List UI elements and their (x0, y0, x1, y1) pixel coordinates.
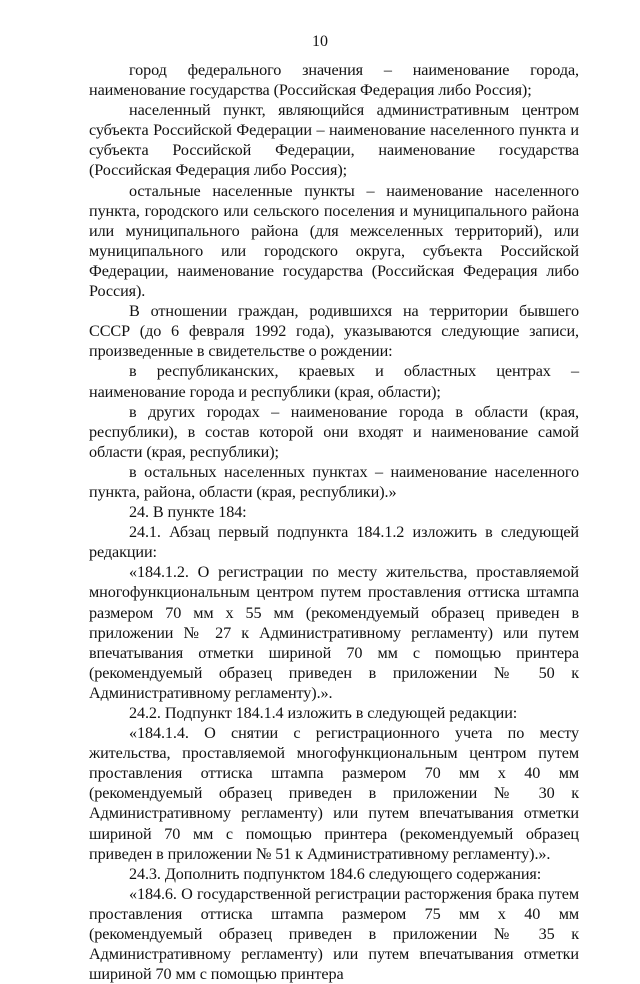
paragraph-item-24-3: 24.3. Дополнить подпунктом 184.6 следующего содержания: (129, 864, 542, 883)
paragraph-republic-centers: в республиканских, краевых и областных центрах – наименование города и республики (края, области); (89, 362, 579, 401)
paragraph-remaining-settlements: в остальных населенных пунктах – наименование населенного пункта, района, области (края, республики).» (89, 462, 579, 501)
paragraph-item-24-1: 24.1. Абзац первый подпункта 184.1.2 изложить в следующей редакции: (89, 523, 579, 562)
paragraph-184-6: «184.6. О государственной регистрации расторжения брака путем проставления оттиска штампа размером 75 мм x 40 мм (рекомендуемый образец приведен в приложении № 35 к Административному регламенту) или путем впечатывания отметки шириной 70 мм с помощью принтера (89, 884, 579, 984)
paragraph-federal-city: город федерального значения – наименование города, наименование государства (Российская Федерация либо Россия); (89, 61, 579, 100)
paragraph-other-cities: в других городах – наименование города в области (края, республики), в состав которой они входят и наименование самой области (края, республики); (89, 402, 579, 461)
paragraph-184-1-2: «184.1.2. О регистрации по месту жительства, проставляемой многофункциональным центром путем проставления оттиска штампа размером 70 мм x 55 мм (рекомендуемый образец приведен в приложении № 27 к Административному регламенту) или путем впечатывания отметки шириной 70 мм с помощью принтера (рекомендуемый образец приведен в приложении № 50 к Административному регламенту).». (89, 563, 579, 702)
paragraph-other-settlements: остальные населенные пункты – наименование населенного пункта, городского или сельского поселения и муниципального района или муниципального района (для межселенных территорий), или муниципального или городского округа, субъекта Российской Федерации, наименование государства (Российская Федерация либо Россия). (89, 181, 579, 301)
page-number: 10 (312, 33, 328, 50)
paragraph-184-1-4: «184.1.4. О снятии с регистрационного учета по месту жительства, проставляемой многофункциональным центром путем проставления оттиска штампа размером 70 мм x 40 мм (рекомендуемый образец приведен в приложении № 30 к Административному регламенту) или путем впечатывания отметки шириной 70 мм с помощью принтера (рекомендуемый образец приведен в приложении № 51 к Административному регламенту).». (89, 724, 579, 863)
paragraph-item-24-2: 24.2. Подпункт 184.1.4 изложить в следующей редакции: (129, 704, 518, 722)
document-body (89, 60, 579, 984)
paragraph-ussr-citizens: В отношении граждан, родившихся на территории бывшего СССР (до 6 февраля 1992 года), указываются следующие записи, произведенные в свидетельстве о рождении: (89, 302, 579, 361)
paragraph-item-24: 24. В пункте 184: (129, 503, 247, 522)
paragraph-admin-center: населенный пункт, являющийся административным центром субъекта Российской Федерации – наименование населенного пункта и субъекта Российской Федерации, наименование государства (Российская Федерация либо Россия); (89, 101, 579, 180)
